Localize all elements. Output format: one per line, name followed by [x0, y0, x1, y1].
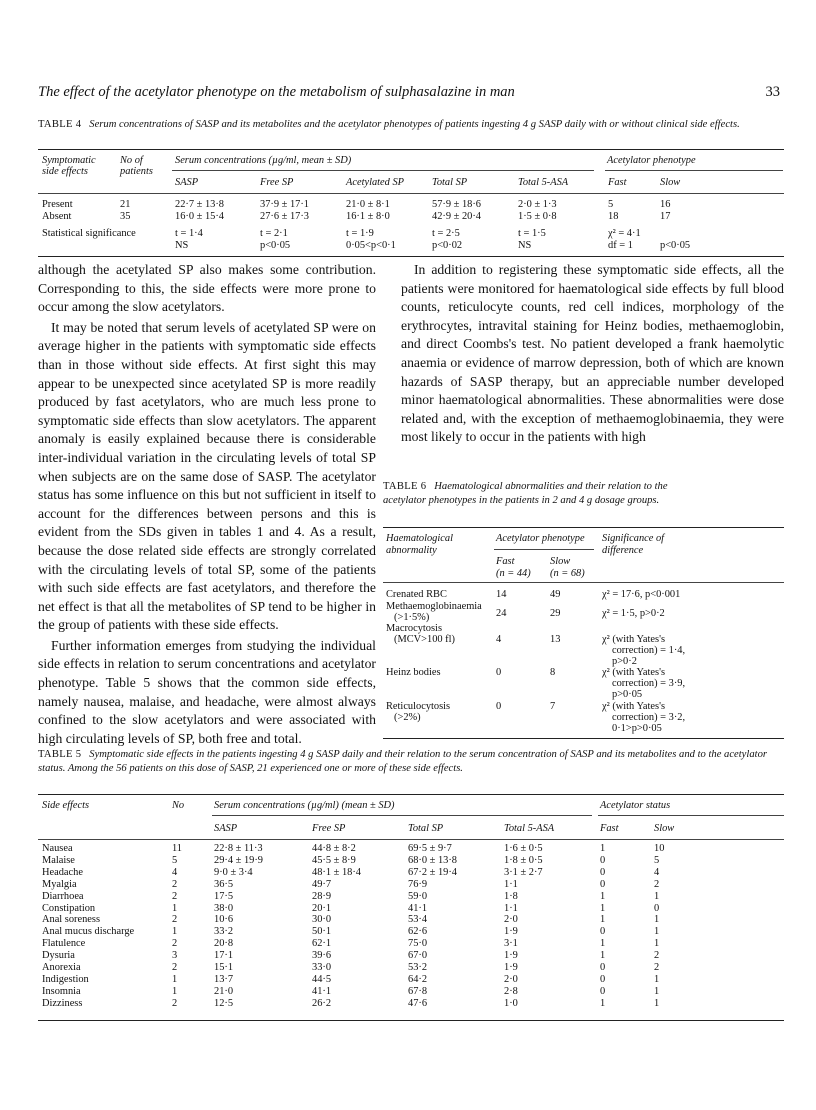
table6-h-sig: Significance of: [602, 533, 665, 544]
table5-top-rule: [38, 794, 784, 795]
table5-row-label: Indigestion: [42, 973, 89, 985]
table6-cell: 0: [496, 701, 502, 712]
running-header: [38, 84, 786, 106]
table5-cell: 1·8: [504, 890, 518, 902]
table4-serum-rule: [172, 170, 594, 171]
table5-cell: 5: [654, 854, 660, 866]
table5-cell: 1: [172, 973, 178, 985]
table5-cell: 15·1: [214, 962, 234, 973]
paragraph: Further information emerges from studying the individual side effects in relation to serum concentrations and acetylator phenotype. Table 5 shows that the common side effects, namely nausea, malaise, and headache, were almost always confined to the slow acetylators and were associated with high circulating levels of SP, both free and total.: [38, 637, 376, 746]
table5-cell: 75·0: [408, 938, 428, 950]
table5-cell: 67·0: [408, 950, 428, 962]
table5-cell: 41·1: [408, 902, 428, 914]
table4-stat: p<0·05: [660, 240, 691, 251]
table6-cell: 14: [496, 589, 507, 600]
table4-cell: 16: [660, 199, 671, 210]
table4-stat: p<0·05: [260, 240, 291, 251]
table5-row-label: Anal mucus discharge: [42, 926, 135, 938]
table4-stat: χ² = 4·1: [608, 228, 641, 239]
table5-cell: 1: [654, 938, 660, 950]
table4-stat: t = 2·1: [260, 228, 288, 239]
table5-cell: 76·9: [408, 878, 428, 890]
table4-stat: df = 1: [608, 240, 633, 251]
table5-cell: 0: [600, 962, 606, 973]
table5-cell: 47·6: [408, 997, 428, 1009]
table5-cell: 0: [654, 902, 660, 914]
table5-sub-slow: Slow: [654, 823, 675, 834]
table5-row-label: Myalgia: [42, 878, 77, 890]
table5-cell: 62·6: [408, 926, 428, 938]
table4-stat-label: Statistical significance: [42, 228, 136, 239]
table4-sub-acetsp: Acetylated SP: [346, 177, 404, 188]
table6-cell: 13: [550, 634, 561, 645]
table6-row-label: (>1·5%): [394, 612, 430, 623]
table6-cell: correction) = 3·2,: [612, 712, 686, 723]
table6-cell: χ² (with Yates's: [602, 701, 666, 712]
table6-cell: χ² (with Yates's: [602, 634, 666, 645]
table4-stat: t = 2·5: [432, 228, 460, 239]
table4-stat: 0·05<p<0·1: [346, 240, 396, 251]
table5-cell: 0: [600, 878, 606, 890]
paragraph: In addition to registering these symptomatic side effects, all the patients were monitored for haematological side effects by full blood counts, reticulocyte counts, red cell indices, morphology of the erythrocytes, intravital staining for Heinz bodies, methaemoglobin, and direct Coombs's test. No patient developed a frank haemolytic anaemia or evidence of marrow depression, both of which are known hazards of SASP therapy, but an appreciable number developed minor haematological abnormalities. These abnormalities were dose related and, with the exception of methaemoglobinaemia, they were most likely to occur in the patients with high: [401, 262, 784, 445]
table5-cell: 0: [600, 973, 606, 985]
table4-sub-fast: Fast: [608, 177, 627, 188]
table5-cell: 1·1: [504, 878, 518, 890]
table5-row-label: Anorexia: [42, 962, 81, 973]
table4-cell: 1·5 ± 0·8: [518, 211, 557, 222]
table4-cell: 27·6 ± 17·3: [260, 211, 309, 222]
table5-cell: 53·2: [408, 962, 428, 973]
table6-row-label: Macrocytosis: [386, 623, 442, 634]
table5-cell: 26·2: [312, 997, 332, 1009]
table5-cell: 2: [654, 950, 660, 962]
table5-cell: 69·5 ± 9·7: [408, 843, 452, 854]
table5-cell: 10·6: [214, 914, 234, 926]
table5-cell: 11: [172, 843, 183, 854]
table5-cell: 38·0: [214, 902, 234, 914]
table6-h-sig2: difference: [602, 545, 644, 556]
table5-cell: 17·1: [214, 950, 234, 962]
table6-h-slow-n: (n = 68): [550, 568, 585, 579]
table5-label: TABLE 5: [38, 749, 82, 760]
table5-cell: 9·0 ± 3·4: [214, 866, 253, 878]
table5-cell: 53·4: [408, 914, 428, 926]
table5-row-label: Insomnia: [42, 985, 81, 997]
table5-h-serum: Serum concentrations (µg/ml) (mean ± SD): [214, 800, 395, 811]
table6-row-label: (>2%): [394, 712, 421, 723]
table5-cell: 2·0: [504, 973, 518, 985]
table6-cell: 7: [550, 701, 556, 712]
table5-row-label: Nausea: [42, 843, 73, 854]
table6-cell: 4: [496, 634, 502, 645]
table6-cell: p>0·2: [612, 656, 637, 667]
table4-h-serum: Serum concentrations (µg/ml, mean ± SD): [175, 155, 352, 166]
table6-cell: 49: [550, 589, 561, 600]
table6-row-label: Methaemoglobinaemia: [386, 601, 482, 612]
table4-cell: 5: [608, 199, 614, 210]
table5-cell: 29·4 ± 19·9: [214, 854, 263, 866]
table5-cell: 2: [172, 890, 178, 902]
table6-cell: p>0·05: [612, 689, 643, 700]
table4-caption-text: Serum concentrations of SASP and its metabolites and the acetylator phenotypes of patients ingesting 4 g SASP daily with or without clinical side effects.: [89, 119, 740, 130]
table5-cell: 1: [654, 890, 660, 902]
table6-h-slow: Slow: [550, 556, 571, 567]
table5-row-label: Constipation: [42, 902, 96, 914]
table6-h-acetylator: Acetylator phenotype: [496, 533, 585, 544]
table5-cell: 22·8 ± 11·3: [214, 843, 263, 854]
paragraph: although the acetylated SP also makes some contribution. Corresponding to this, the side effects were more prone to occur among the slow acetylators.: [38, 262, 376, 315]
table5-cell: 44·8 ± 8·2: [312, 843, 356, 854]
table5-cell: 13·7: [214, 973, 234, 985]
table5-cell: 1: [172, 985, 178, 997]
table4-sub-slow: Slow: [660, 177, 681, 188]
table5-h-side: Side effects: [42, 800, 90, 811]
table6-row-label: Heinz bodies: [386, 667, 441, 678]
table5-cell: 4: [172, 866, 178, 878]
table4-cell: 16·1 ± 8·0: [346, 211, 390, 222]
table5-h-acet: Acetylator status: [600, 800, 671, 811]
table5-cell: 1·0: [504, 997, 518, 1009]
table5-cell: 12·5: [214, 997, 234, 1009]
table5-cell: 1: [654, 997, 660, 1009]
table5-cell: 36·5: [214, 878, 234, 890]
table6-caption: [383, 480, 683, 507]
table5-sub-sasp: SASP: [214, 823, 238, 834]
table4-cell: 18: [608, 211, 619, 222]
table5-row-label: Malaise: [42, 854, 75, 866]
table5-cell: 45·5 ± 8·9: [312, 854, 356, 866]
table4-cell: 21: [120, 199, 131, 210]
table5-cell: 2: [654, 962, 660, 973]
table5-row-label: Dizziness: [42, 997, 83, 1009]
table5-bottom-rule: [38, 1020, 784, 1021]
table5-cell: 1: [600, 938, 606, 950]
page-number: 33: [765, 84, 780, 100]
table5-cell: 67·8: [408, 985, 428, 997]
table6-header-rule: [383, 582, 784, 583]
table6-caption-text: Haematological abnormalities and their relation to the acetylator phenotypes in the patients in 2 and 4 g dosage groups.: [383, 481, 668, 506]
table5-cell: 1·9: [504, 950, 518, 962]
table4-sub-sasp: SASP: [175, 177, 199, 188]
table5-caption-text: Symptomatic side effects in the patients ingesting 4 g SASP daily and their relation to the serum concentration of SASP and its metabolites and to the acetylator status. Among the 56 patients on this dose of SASP, 21 experienced one or more of these side effects.: [38, 749, 767, 774]
table5-cell: 59·0: [408, 890, 428, 902]
table4-cell: 21·0 ± 8·1: [346, 199, 390, 210]
table5-cell: 1: [172, 902, 178, 914]
table5-cell: 1: [600, 843, 606, 854]
table4-cell: 35: [120, 211, 131, 222]
table5-cell: 1: [654, 926, 660, 938]
table5-cell: 3: [172, 950, 178, 962]
table6-label: TABLE 6: [383, 481, 427, 492]
table5-cell: 2·8: [504, 985, 518, 997]
table5-serum-rule: [212, 815, 592, 816]
table5-sub-5asa: Total 5-ASA: [504, 823, 555, 834]
table6-cell: correction) = 3·9,: [612, 678, 686, 689]
left-column: [38, 261, 376, 748]
table6-cell: 0: [496, 667, 502, 678]
table5-row-label: Dysuria: [42, 950, 75, 962]
table4-cell: 17: [660, 211, 671, 222]
table4-h-symptomatic: Symptomatic: [42, 155, 96, 166]
table5-cell: 67·2 ± 19·4: [408, 866, 457, 878]
table4-label: TABLE 4: [38, 119, 82, 130]
table5-cell: 2·0: [504, 914, 518, 926]
table5-cell: 44·5: [312, 973, 332, 985]
table5-cell: 1: [600, 902, 606, 914]
table5-cell: 33·0: [312, 962, 332, 973]
table5-cell: 20·1: [312, 902, 332, 914]
table5-caption: [38, 748, 784, 775]
table4-h-acetylator: Acetylator phenotype: [607, 155, 696, 166]
table5-sub-fast: Fast: [600, 823, 619, 834]
table5-cell: 64·2: [408, 973, 428, 985]
table6-cell: 24: [496, 608, 507, 619]
table5-sub-freesp: Free SP: [312, 823, 346, 834]
table6-bottom-rule: [383, 738, 784, 739]
right-column: [401, 261, 784, 447]
table5-header-rule: [38, 839, 784, 840]
table5-cell: 1: [600, 890, 606, 902]
table6-h-abn: Haematological: [386, 533, 453, 544]
table4-stat: p<0·02: [432, 240, 463, 251]
table4-h-symptomatic2: side effects: [42, 166, 88, 177]
table4-row-label: Present: [42, 199, 73, 210]
table6-cell: 29: [550, 608, 561, 619]
table5-cell: 2: [172, 878, 178, 890]
table5-cell: 1·1: [504, 902, 518, 914]
table5-cell: 49·7: [312, 878, 332, 890]
table5-h-no: No: [172, 800, 185, 811]
table6-cell: χ² = 17·6, p<0·001: [602, 589, 681, 600]
table5-row-label: Headache: [42, 866, 83, 878]
table5-cell: 41·1: [312, 985, 332, 997]
table5-cell: 3·1 ± 2·7: [504, 866, 543, 878]
table5-cell: 50·1: [312, 926, 332, 938]
table4-row-label: Absent: [42, 211, 72, 222]
table4-stat: t = 1·4: [175, 228, 203, 239]
table6-row-label: Crenated RBC: [386, 589, 447, 600]
table5-cell: 1·9: [504, 962, 518, 973]
table4-sub-freesp: Free SP: [260, 177, 294, 188]
table4-caption: [38, 118, 784, 132]
table6-cell: χ² (with Yates's: [602, 667, 666, 678]
table4-cell: 57·9 ± 18·6: [432, 199, 481, 210]
table5-cell: 0: [600, 866, 606, 878]
table5-cell: 33·2: [214, 926, 234, 938]
table4-h-noof2: patients: [120, 166, 153, 177]
table4-bottom-rule: [38, 256, 784, 257]
table5-acet-rule: [598, 815, 784, 816]
table5-cell: 2: [172, 914, 178, 926]
table4-cell: 16·0 ± 15·4: [175, 211, 224, 222]
table5-cell: 5: [172, 854, 178, 866]
table6-acet-rule: [494, 549, 594, 550]
table5-row-label: Anal soreness: [42, 914, 101, 926]
table5-sub-totalsp: Total SP: [408, 823, 444, 834]
table5-cell: 1: [654, 914, 660, 926]
table5-cell: 3·1: [504, 938, 518, 950]
table6-row-label: (MCV>100 fl): [394, 634, 455, 645]
table5-cell: 39·6: [312, 950, 332, 962]
table5-cell: 1: [600, 997, 606, 1009]
table4-cell: 22·7 ± 13·8: [175, 199, 224, 210]
table5-cell: 48·1 ± 18·4: [312, 866, 361, 878]
table4-stat: NS: [175, 240, 189, 251]
table5-row-label: Flatulence: [42, 938, 86, 950]
table5-cell: 20·8: [214, 938, 234, 950]
table4-sub-totalsp: Total SP: [432, 177, 468, 188]
table5-cell: 0: [600, 985, 606, 997]
table5-cell: 2: [172, 938, 178, 950]
table5-cell: 1·8 ± 0·5: [504, 854, 543, 866]
table4-h-noof: No of: [120, 155, 143, 166]
table5-cell: 2: [172, 997, 178, 1009]
table6-row-label: Reticulocytosis: [386, 701, 451, 712]
table6-h-fast: Fast: [496, 556, 515, 567]
table5-cell: 1: [654, 985, 660, 997]
table6-h-abn2: abnormality: [386, 545, 437, 556]
running-title: The effect of the acetylator phenotype on the metabolism of sulphasalazine in man: [38, 84, 515, 100]
table4-header-rule: [38, 193, 784, 194]
table5-row-label: Diarrhoea: [42, 890, 84, 902]
paragraph: It may be noted that serum levels of acetylated SP were on average higher in the patients with symptomatic side effects than in those without side effects. At first sight this may appear to be unexpected since acetylated SP is more readily produced by fast acetylators, who are much less prone to symptomatic side effects than slow acetylators. The apparent anomaly is easily explained because there is considerable inter-individual variation in the circulating levels of total SP when subjects are on the same dose of SASP. The acetylator status has some influence on this but not sufficient in itself to account for the differences between persons and this is evident from the SDs given in tables 1 and 4. As a result, because the dose related side effects are strongly correlated with the circulating levels of total SP, some of the patients with such side effects are fast acetylators, and therefore the net effect is that all the metabolites of SP tend to be higher in the group of patients with these side effects.: [38, 319, 376, 633]
table4-stat: t = 1·9: [346, 228, 374, 239]
table6-cell: correction) = 1·4,: [612, 645, 686, 656]
table5-cell: 1: [600, 950, 606, 962]
table4-top-rule: [38, 149, 784, 150]
table5-cell: 1: [172, 926, 178, 938]
table5-cell: 2: [172, 962, 178, 973]
table4-stat: NS: [518, 240, 532, 251]
table5-cell: 4: [654, 866, 660, 878]
table5-cell: 0: [600, 926, 606, 938]
table5-cell: 68·0 ± 13·8: [408, 854, 457, 866]
table4-cell: 2·0 ± 1·3: [518, 199, 557, 210]
table5-cell: 28·9: [312, 890, 332, 902]
table6-cell: χ² = 1·5, p>0·2: [602, 608, 665, 619]
table5-cell: 2: [654, 878, 660, 890]
table4-sub-5asa: Total 5-ASA: [518, 177, 569, 188]
table6-cell: 8: [550, 667, 556, 678]
table4-cell: 42·9 ± 20·4: [432, 211, 481, 222]
table5-cell: 17·5: [214, 890, 234, 902]
table5-cell: 1·9: [504, 926, 518, 938]
table4-stat: t = 1·5: [518, 228, 546, 239]
table6-top-rule: [383, 527, 784, 528]
table5-cell: 1: [654, 973, 660, 985]
table5-cell: 62·1: [312, 938, 332, 950]
table5-cell: 21·0: [214, 985, 234, 997]
table4-cell: 37·9 ± 17·1: [260, 199, 309, 210]
table6-cell: 0·1>p>0·05: [612, 723, 662, 734]
table5-cell: 30·0: [312, 914, 332, 926]
table5-cell: 1·6 ± 0·5: [504, 843, 543, 854]
table5-cell: 10: [654, 843, 665, 854]
table6-h-fast-n: (n = 44): [496, 568, 531, 579]
table4-acet-rule: [605, 170, 783, 171]
table5-cell: 1: [600, 914, 606, 926]
table5-cell: 0: [600, 854, 606, 866]
